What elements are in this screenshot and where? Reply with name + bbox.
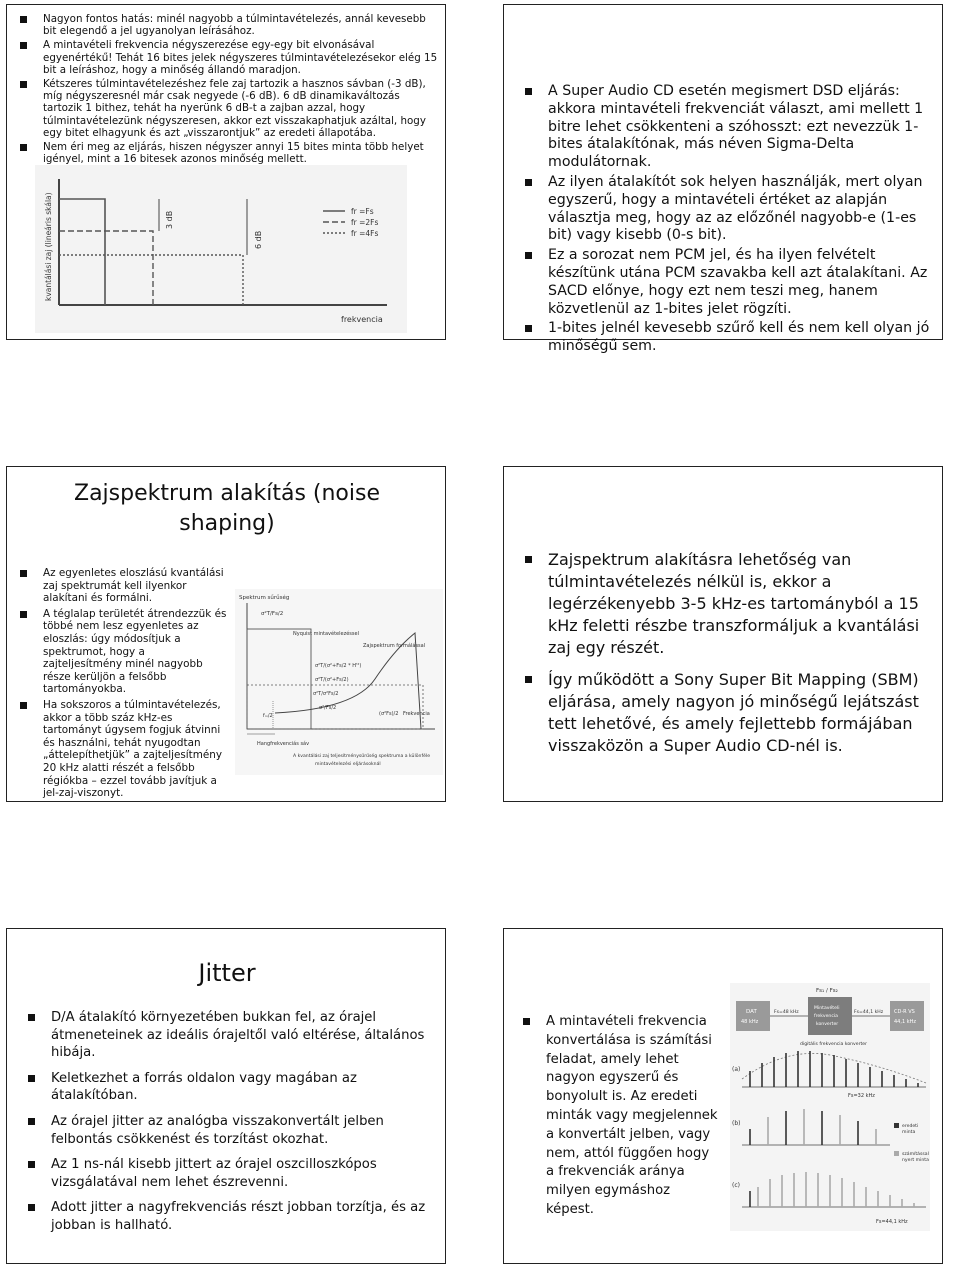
legend-4fs: fr =4Fs: [351, 229, 379, 238]
slide4-bullets: [522, 549, 936, 767]
spectrum-formula-2: σ²T/(σ²+Fs/2): [315, 677, 349, 683]
slide1-bullet-2: A mintavételi frekvencia négyszerezése egy-egy bit elvonásával egyenértékű! Tehát 16 bites jelek négyszeres túlmintavételezésekor elég 15 bit a leíráshoz, hogy a minőség állandó maradjon.: [17, 39, 439, 76]
slide6-bullet-1: A mintavételi frekvencia konvertálása is számítási feladat, amely lehet nagyon egyszerű és bonyolult is. Az eredeti minták vagy megjelennek a konvertált jelben, vagy nem, attól függően hogy a frekvenciák aránya milyen egymáshoz képest.: [520, 1013, 720, 1220]
conv-caption: digitális frekvencia konverter: [800, 1042, 867, 1047]
slide-jitter: [6, 928, 446, 1264]
slide-sbm: [503, 466, 943, 802]
spectrum-ylabel: Spektrum sűrűség: [239, 595, 290, 601]
spectrum-caption-1: A kvantálási zaj teljesítménysűrűség spektruma a különféle: [293, 754, 431, 759]
conv-top-label: Fs₁ / Fs₂: [816, 988, 838, 994]
conv-label-1: Mintavételi: [814, 1006, 840, 1011]
slide2-bullet-2: Az ilyen átalakítót sok helyen használják, mert olyan egyszerű, hogy a mintavételi értéket az alapján választja meg, hogy az az előzőnél nagyobb-e (1-es bit) vagy kisebb (0-s bit).: [522, 174, 938, 245]
panel-b-label: (b): [732, 1120, 741, 1127]
dat-rate-label: 48 kHz: [741, 1019, 759, 1025]
cdr-rate-label: 44,1 kHz: [894, 1019, 917, 1025]
interp-label-1: számítással: [902, 1152, 929, 1157]
spectrum-top-label: σ²T/Fs/2: [261, 611, 284, 617]
slide5-bullet-4: Az 1 ns-nál kisebb jittert az órajel oszcilloszkópos vizsgálatával nem lehet észrevenni.: [25, 1156, 435, 1191]
slide1-bullet-1: Nagyon fontos hatás: minél nagyobb a túlmintavételezés, annál kevesebb bit elegendő a jel ugyanolyan leírásához.: [17, 13, 439, 37]
slide5-bullets: [25, 1009, 435, 1243]
spectrum-fb-label: fₘ/2: [263, 713, 273, 719]
dat-label: DAT: [746, 1009, 757, 1015]
slide2-bullets: [522, 83, 938, 358]
panel-c-fs-label: Fs=44,1 kHz: [876, 1219, 908, 1225]
orig-label-2: minta: [902, 1130, 916, 1135]
panel-c-label: (c): [732, 1182, 740, 1189]
slide5-bullet-2: Keletkezhet a forrás oldalon vagy magában az átalakítóban.: [25, 1070, 435, 1105]
legend-fs: fr =Fs: [351, 207, 374, 216]
rate-out-label: Fs=44,1 kHz: [854, 1010, 884, 1015]
slide5-bullet-5: Adott jitter a nagyfrekvenciás részt jobban torzítja, és az jobban is hallható.: [25, 1199, 435, 1234]
spectrum-nyquist-label: Nyquist mintavételezéssel: [293, 631, 359, 637]
quantization-noise-figure: [35, 165, 407, 333]
slide1-bullets: [17, 13, 439, 167]
spectrum-x2-label: (σ²Fs)/2: [379, 711, 399, 717]
conv-label-2: frekvencia: [814, 1014, 838, 1019]
figure-6db-label: 6 dB: [254, 230, 263, 249]
slide3-bullets: [17, 567, 227, 803]
spectrum-formula-4: σ²/Fs/2: [319, 705, 337, 711]
slide-dsd: [503, 4, 943, 355]
slide3-title: Zajspektrum alakítás (noise shaping): [74, 481, 380, 536]
cdr-label: CD-R VS: [894, 1009, 915, 1015]
panel-a-label: (a): [732, 1066, 741, 1073]
slide5-bullet-1: D/A átalakító környezetében bukkan fel, az órajel átmeneteinek az ideális órajeltől való eltérése, általános hibája.: [25, 1009, 435, 1062]
spectrum-formula-1: σ²T/(σ²+Fs/2 * H'²): [315, 663, 362, 669]
orig-label-1: eredeti: [902, 1124, 919, 1129]
slide3-bullet-2: A téglalap területét átrendezzük és többé nem lesz egyenletes az eloszlás: úgy módosítjuk a spektrumot, hogy a zajteljesítmény minél nagyobb része kerüljön a felsőbb tartományokba.: [17, 608, 227, 696]
slide4-bullet-1: Zajspektrum alakításra lehetőség van túlmintavételezés nélkül is, ekkor a legérzékenyebb 3-5 kHz-es tartományból a 15 kHz feletti részbe transzformáljuk a kvantálási zaj egy részét.: [522, 549, 936, 659]
slide1-bullet-3: Kétszeres túlmintavételezéshez fele zaj tartozik a hasznos sávban (-3 dB), míg négyszeresnél már csak negyede (-6 dB). 6 dB dinamikaváltozás tartozik 1 bithez, tehát ha nyerünk 6 dB-t a zajban azzal, hogy túlmintavételezünk négyszeresen, akkor ezt visszakaphatjuk azáltal, hogy egy bitet elhagyunk és azt „visszarontjuk” az eredeti állapotába.: [17, 78, 439, 139]
slide2-bullet-3: Ez a sorozat nem PCM jel, és ha ilyen felvételt készítünk utána PCM szavakba kell azt átalakítani. Az SACD előnye, hogy ezt nem teszi meg, hanem közvetlenül az 1-bites jelet rögzíti.: [522, 247, 938, 318]
slide2-bullet-1: A Super Audio CD esetén megismert DSD eljárás: akkora mintavételi frekvenciát választ, ami mellett 1 bitre lehet csökkenteni a szóhosszt: ezt nevezzük 1-bites átalakítónak, más néven Sigma-Delta modulátornak.: [522, 83, 938, 172]
spectrum-formula-3: σ²T/σ²Fs/2: [313, 691, 339, 697]
slide3-bullet-1: Az egyenletes eloszlású kvantálási zaj spektrumát kell ilyenkor alakítani és formálni.: [17, 567, 227, 605]
figure-3db-label: 3 dB: [165, 210, 174, 229]
noise-spectrum-figure: [235, 589, 443, 775]
slide4-bullet-2: Így működött a Sony Super Bit Mapping (SBM) eljárása, amely nagyon jó minőségű lejátszást tett lehetővé, és amely fejlettebb formájában visszaközön a Super Audio CD-nél is.: [522, 669, 936, 757]
spectrum-band-label: Hangfrekvenciás sáv: [257, 741, 310, 747]
rate-in-label: Fs=48 kHz: [774, 1010, 799, 1015]
slide1-bullet-4: Nem éri meg az eljárás, hiszen négyszer annyi 15 bites minta több helyet igényel, mint a 16 bitesek azonos minőség mellett.: [17, 141, 439, 165]
slide5-bullet-3: Az órajel jitter az analógba visszakonvertált jelben felbontás csökkenést és torzítást okozhat.: [25, 1113, 435, 1148]
slide5-title: Jitter: [198, 959, 256, 987]
spectrum-caption-2: mintavételezési eljárásoknál: [315, 762, 381, 767]
figure-ylabel: kvantálási zaj (lineáris skála): [44, 192, 53, 301]
slide6-bullets: [520, 1013, 720, 1220]
rate-conversion-figure: [730, 983, 930, 1231]
interp-label-2: nyert minta: [902, 1158, 929, 1163]
spectrum-xlabel: Frekvencia: [403, 711, 430, 717]
legend-2fs: fr =2Fs: [351, 218, 379, 227]
conv-label-3: konverter: [816, 1022, 839, 1027]
slide-oversampling: [6, 4, 446, 340]
slide3-bullet-3: Ha sokszoros a túlmintavételezés, akkor a több száz kHz-es tartományt úgysem fogjuk átvinni és használni, tehát nyugodtan „áttelepíthetjük” a zajteljesítmény 20 kHz alatti részét a felsőbb régiókba – ezzel tovább javítjuk a jel-zaj-viszonyt.: [17, 699, 227, 800]
figure-xlabel: frekvencia: [341, 315, 383, 324]
slide2-bullet-4: 1-bites jelnél kevesebb szűrő kell és nem kell olyan jó minőségű sem.: [522, 320, 938, 356]
panel-b-fs-label: Fs=32 kHz: [848, 1093, 875, 1099]
spectrum-shaped-label: Zajspektrum formálással: [363, 643, 426, 649]
slide-noise-shaping: [6, 466, 446, 802]
slide-sample-rate-conversion: [503, 928, 943, 1264]
